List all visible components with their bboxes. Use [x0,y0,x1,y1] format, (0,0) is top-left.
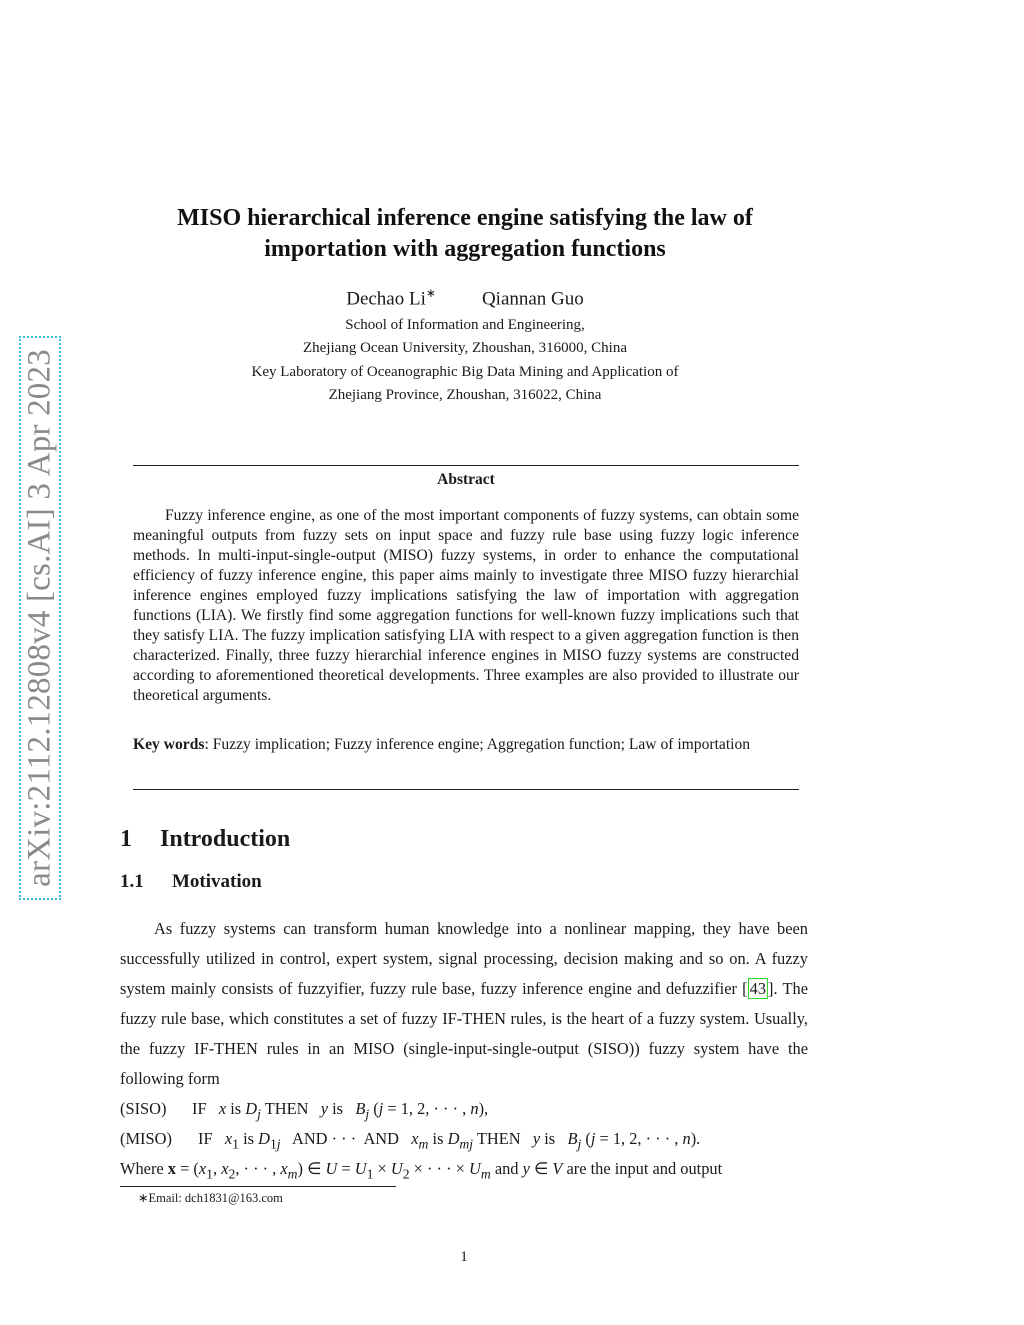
affiliation-line: School of Information and Engineering, [345,317,585,333]
affiliation-line: Zhejiang Province, Zhoushan, 316022, China [328,387,602,404]
abstract-top-rule [133,465,799,466]
keywords-label: Key words [133,736,205,753]
keywords [133,735,799,755]
abstract-bottom-rule [133,789,799,790]
author-list [120,286,810,310]
abstract-heading: Abstract [437,471,495,488]
footnote-rule [120,1186,396,1187]
affiliation [120,314,810,408]
title-line-2: importation with aggregation functions [264,236,666,262]
affiliation-line: Key Laboratory of Oceanographic Big Data Mining and Application of [251,363,679,380]
body-paragraph: As fuzzy systems can transform human knowledge into a nonlinear mapping, they have been successfully utilized in control, expert system, signal processing, decision making and so on. A fuzzy system mainly consists of fuzzyifier, fuzzy rule base, fuzzy inference engine and defuzzifier [ 43 ]. The fuzzy rule base, which constitutes a set of fuzzy IF-THEN rules, is the heart of a fuzzy system. Usually, the fuzzy IF-THEN rules in an MISO (single-input-single-output (SISO)) fuzzy system have the following form [120,919,808,1088]
paper-title [120,203,810,265]
author-footnote-mark: ∗ [425,286,436,300]
author-name: Dechao Li [346,288,426,310]
title-line-1: MISO hierarchical inference engine satisfying the law of [177,205,753,231]
subsection-number: 1.1 [120,871,144,892]
siso-label: (SISO) [120,1099,167,1118]
affiliation-line: Zhejiang Ocean University, Zhoushan, 316000, China [303,340,627,357]
subsection-heading [120,871,262,893]
subsection-title: Motivation [172,871,262,892]
citation-link[interactable]: 43 [749,979,767,998]
body-text-part: . The fuzzy rule base, which constitutes a set of fuzzy IF-THEN rules, is the heart of a fuzzy system. Usually, the fuzzy IF-THEN rules in an MISO (single-input-single-output (SISO)) fuzzy system have the following form [120,979,808,1088]
body-text-part: As fuzzy systems can transform human knowledge into a nonlinear mapping, they have been successfully utilized in control, expert system, signal processing, decision making and so on. A fuzzy system mainly consists of fuzzyifier, fuzzy rule base, fuzzy inference engine and defuzzifier [120,919,808,998]
footnote: ∗Email: dch1831@163.com [138,1191,283,1205]
body-where-line: Where $x = (x_1$, $x_2$, · · · , $x_m$) ∈ $U = U_1 \times U_2$ × · · · × $U_m$ and y ∈ V are the input and output [120,1159,723,1182]
author-name: Qiannan Guo [481,288,584,310]
section-title: Introduction [160,826,291,852]
arxiv-stamp[interactable] [19,336,61,900]
siso-rule: (SISO) IF x is $D_j$ THEN y is $B_j$ (j = 1, 2, · · · , n), [120,1094,808,1129]
page-number: 1 [460,1249,468,1265]
miso-label: (MISO) [120,1129,172,1148]
keywords-text: : Fuzzy implication; Fuzzy inference engine; Aggregation function; Law of importation [204,736,751,753]
section-number: 1 [120,826,132,852]
arxiv-identifier[interactable]: arXiv:2112.12808v4 [cs.AI] 3 Apr 2023 [21,349,58,887]
abstract-text: Fuzzy inference engine, as one of the most important components of fuzzy systems, can obtain some meaningful outputs from fuzzy sets on input space and fuzzy rule base using fuzzy logic inference methods. In multi-input-single-output (MISO) fuzzy systems, in order to enhance the computational efficiency of fuzzy inference engine, this paper aims mainly to investigate three MISO fuzzy hierarchial inference engines employed fuzzy implications satisfying the law of importation with aggregation functions (LIA). We firstly find some aggregation functions for well-known fuzzy implications such that they satisfy LIA. The fuzzy implication satisfying LIA with respect to a given aggregation function is then characterized. Finally, three fuzzy hierarchial inference engines in MISO fuzzy systems are constructed according to aforementioned theoretical developments. Three examples are also provided to illustrate our theoretical arguments. [133,507,799,704]
miso-rule: (MISO) IF $x_1$ is $D_{1j}$ AND · · · AND $x_m$ is $D_{mj}$ THEN y is $B_j$ (j = 1, 2, · · · , n). [120,1124,808,1159]
section-heading [120,826,290,853]
